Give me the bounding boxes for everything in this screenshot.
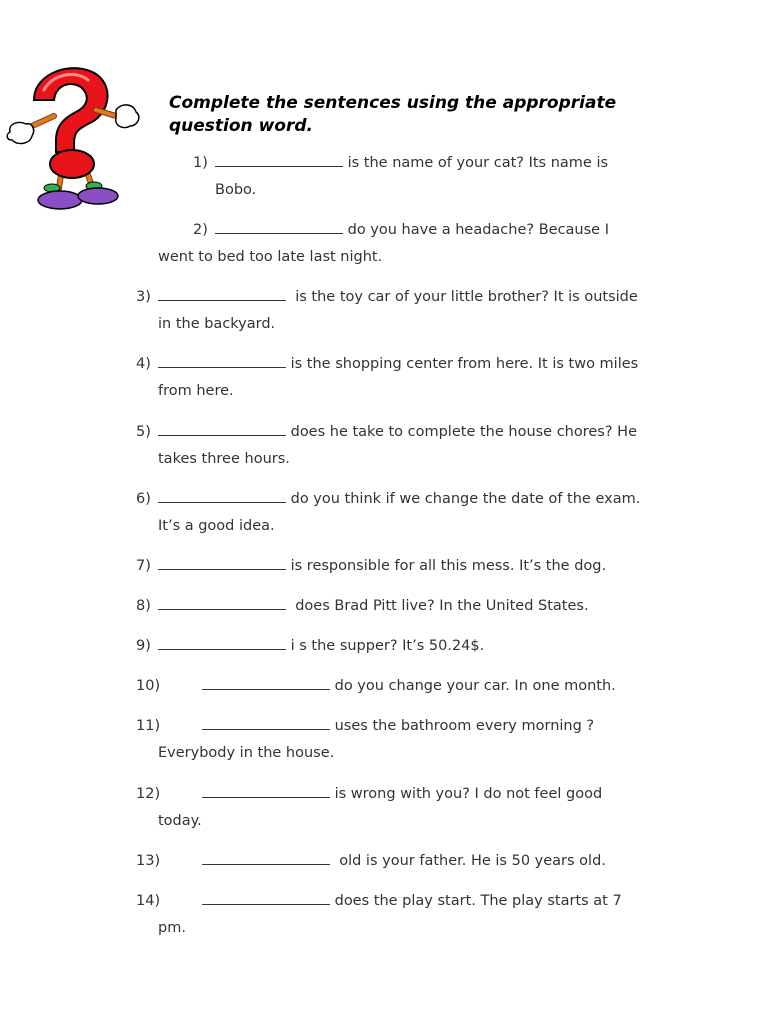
question-number: 1) <box>193 155 208 171</box>
question-item <box>202 888 622 915</box>
question-continuation: today. <box>158 813 202 829</box>
question-item <box>158 593 589 620</box>
question-text: is the shopping center from here. It is two miles <box>286 356 639 372</box>
answer-blank[interactable] <box>158 420 286 436</box>
question-number: 14) <box>136 893 161 909</box>
answer-blank[interactable] <box>215 218 343 234</box>
question-number: 13) <box>136 853 161 869</box>
worksheet-title: Complete the sentences using the appropriate question word. <box>169 93 617 136</box>
question-item <box>202 781 602 808</box>
question-item <box>158 351 638 378</box>
question-number: 10) <box>136 678 161 694</box>
question-text: does Brad Pitt live? In the United States. <box>286 598 589 614</box>
question-text: is responsible for all this mess. It’s the dog. <box>286 558 607 574</box>
answer-blank[interactable] <box>202 674 330 690</box>
answer-blank[interactable] <box>158 285 286 301</box>
question-mark-character-icon <box>4 60 144 212</box>
question-continuation: It’s a good idea. <box>158 518 275 534</box>
question-continuation: pm. <box>158 920 186 936</box>
question-item <box>215 150 608 177</box>
question-number: 6) <box>136 491 151 507</box>
question-number: 7) <box>136 558 151 574</box>
question-number: 4) <box>136 356 151 372</box>
answer-blank[interactable] <box>158 352 286 368</box>
question-text: do you have a headache? Because I <box>343 222 609 238</box>
question-text: does the play start. The play starts at 7 <box>330 893 622 909</box>
question-continuation: in the backyard. <box>158 316 276 332</box>
answer-blank[interactable] <box>158 554 286 570</box>
question-number: 9) <box>136 638 151 654</box>
question-text: is wrong with you? I do not feel good <box>330 786 603 802</box>
question-item <box>158 633 484 660</box>
question-item <box>158 419 637 446</box>
answer-blank[interactable] <box>158 634 286 650</box>
question-number: 8) <box>136 598 151 614</box>
question-text: does he take to complete the house chores? He <box>286 424 637 440</box>
answer-blank[interactable] <box>202 714 330 730</box>
question-item <box>158 284 638 311</box>
question-text: do you change your car. In one month. <box>330 678 616 694</box>
question-item <box>158 486 640 513</box>
question-item <box>158 553 606 580</box>
question-text: is the toy car of your little brother? It is outside <box>286 289 638 305</box>
answer-blank[interactable] <box>158 594 286 610</box>
question-item <box>215 217 609 244</box>
question-text: uses the bathroom every morning ? <box>330 718 595 734</box>
answer-blank[interactable] <box>202 889 330 905</box>
question-continuation: Everybody in the house. <box>158 745 335 761</box>
question-item <box>202 848 606 875</box>
question-number: 11) <box>136 718 161 734</box>
answer-blank[interactable] <box>215 151 343 167</box>
answer-blank[interactable] <box>202 849 330 865</box>
question-number: 5) <box>136 424 151 440</box>
question-text: do you think if we change the date of the exam. <box>286 491 641 507</box>
question-text: i s the supper? It’s 50.24$. <box>286 638 485 654</box>
answer-blank[interactable] <box>158 487 286 503</box>
question-continuation: went to bed too late last night. <box>158 249 383 265</box>
answer-blank[interactable] <box>202 782 330 798</box>
question-item <box>202 673 616 700</box>
question-number: 2) <box>193 222 208 238</box>
question-continuation: from here. <box>158 383 234 399</box>
question-continuation: takes three hours. <box>158 451 290 467</box>
question-item <box>202 713 594 740</box>
question-text: old is your father. He is 50 years old. <box>330 853 606 869</box>
question-text: is the name of your cat? Its name is <box>343 155 609 171</box>
question-continuation: Bobo. <box>215 182 257 198</box>
question-number: 3) <box>136 289 151 305</box>
question-number: 12) <box>136 786 161 802</box>
